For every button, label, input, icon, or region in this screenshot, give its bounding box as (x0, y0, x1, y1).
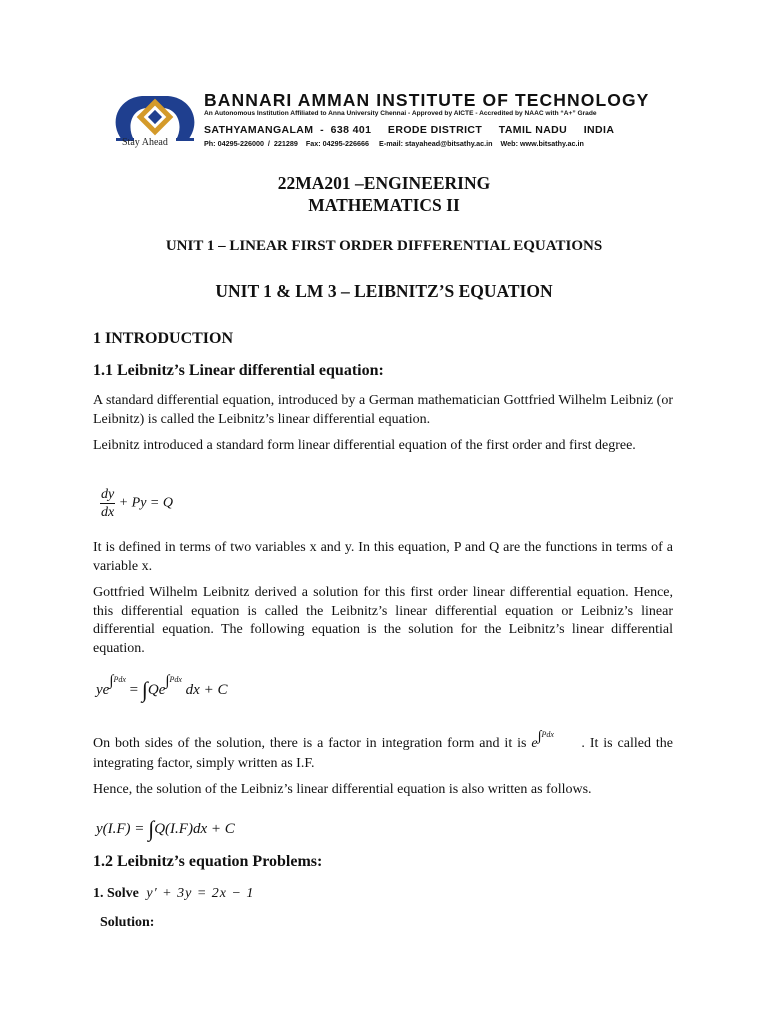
paragraph-text-before: On both sides of the solution, there is a factor in integration form and it is (93, 736, 527, 751)
problem-1 (93, 886, 254, 902)
inline-if-base: e (531, 736, 538, 751)
subsection-heading-problems: 1.2 Leibnitz’s equation Problems: (93, 853, 323, 870)
paragraph-intro: A standard differential equation, introduced by a German mathematician Gottfried Wilhelm Leibniz (or Leibnitz) is called the Leibnitz’s linear differential equation. (93, 393, 673, 427)
institute-location: SATHYAMANGALAM - 638 401 ERODE DISTRICT TAMIL NADU INDIA (204, 124, 615, 136)
exponent: Pdx (169, 675, 182, 684)
paragraph-variables: It is defined in terms of two variables x and y. In this equation, P and Q are the functions in terms of a variable x. (93, 540, 673, 574)
equation-standard-form (100, 486, 173, 522)
equation-rhs: Q(I.F)dx + C (154, 821, 235, 837)
equation-lhs: ye (96, 682, 110, 698)
inline-if-exponent: Pdx (541, 730, 554, 739)
exponent: Pdx (113, 675, 126, 684)
integral-sign: ∫ (141, 677, 148, 702)
problem-label: 1. Solve (93, 886, 139, 901)
equation-rest: + Py = Q (118, 495, 173, 511)
integral-sign: ∫ (165, 673, 170, 689)
equals-sign: = (129, 682, 142, 698)
course-title (0, 172, 768, 216)
integral-sign: ∫ (537, 729, 542, 744)
equation-general-solution (96, 674, 227, 700)
problem-equation: y′ + 3y = 2x − 1 (146, 886, 255, 901)
subsection-heading-linear-de: 1.1 Leibnitz’s Linear differential equation: (93, 362, 384, 379)
paragraph-integrating-factor (93, 729, 673, 773)
equation-if-form (96, 813, 235, 839)
equation-integrand: Qe (147, 682, 166, 698)
integral-sign: ∫ (109, 673, 114, 689)
section-heading-introduction: 1 INTRODUCTION (93, 330, 234, 347)
institute-contact: Ph: 04295-226000 / 221289 Fax: 04295-226666 E-mail: stayahead@bitsathy.ac.in Web: www.bitsathy.ac.in (204, 139, 584, 148)
equation-lhs: y(I.F) = (96, 821, 149, 837)
integral-sign: ∫ (148, 816, 155, 841)
course-title-line1: 22MA201 –ENGINEERING (277, 173, 491, 193)
equation-fraction-denominator: dx (101, 505, 115, 520)
equation-fraction-numerator: dy (101, 487, 115, 502)
paragraph-alt-form: Hence, the solution of the Leibniz’s linear differential equation is also written as follows. (93, 782, 592, 797)
paragraph-text-after: . It is called the integrating factor, simply written as I.F. (93, 736, 673, 771)
institute-name: BANNARI AMMAN INSTITUTE OF TECHNOLOGY (204, 90, 650, 110)
paragraph-solution-intro: Gottfried Wilhelm Leibnitz derived a solution for this first order linear differential equation. Hence, this differential equation is called the Leibnitz’s linear differential equation or Leibniz’s linear differential equation. The following equation is the solution for the Leibnitz’s linear differential equation. (93, 585, 673, 656)
inline-integrating-factor (531, 729, 581, 755)
paragraph-standard-form: Leibnitz introduced a standard form linear differential equation of the first order and first degree. (93, 438, 636, 453)
equation-rhs: dx + C (185, 682, 228, 698)
solution-label: Solution: (100, 915, 155, 930)
institute-affiliation: An Autonomous Institution Affiliated to Anna University Chennai - Approved by AICTE - Accredited by NAAC with “A+” Grade (204, 110, 597, 117)
lesson-title: UNIT 1 & LM 3 – LEIBNITZ’S EQUATION (215, 281, 553, 301)
unit-title: UNIT 1 – LINEAR FIRST ORDER DIFFERENTIAL EQUATIONS (165, 238, 603, 254)
course-title-line2: MATHEMATICS II (308, 195, 460, 215)
motto-text: Stay Ahead (122, 137, 168, 148)
